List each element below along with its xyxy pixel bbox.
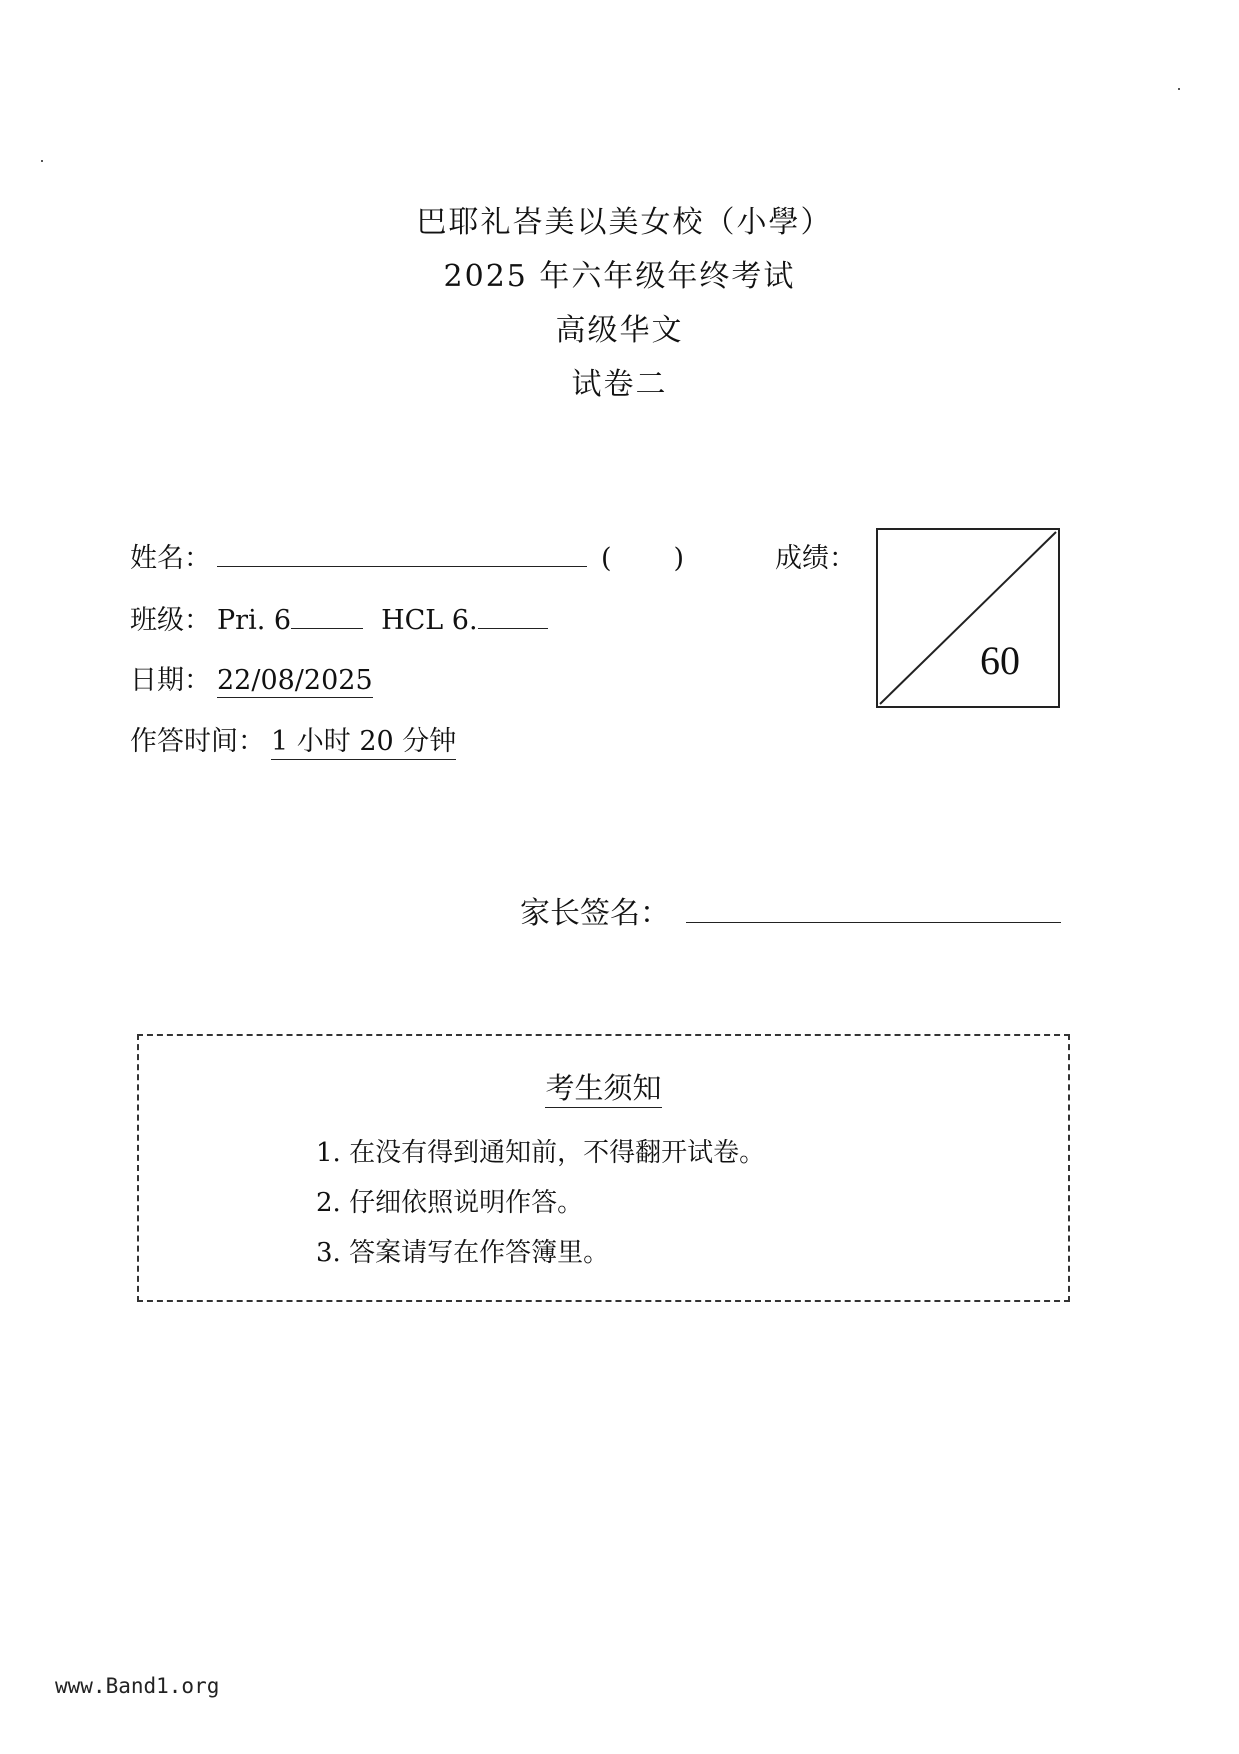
date-row (130, 658, 373, 698)
class-prefix-primary: Pri. 6 (217, 605, 292, 636)
date-label: 日期： (130, 665, 211, 696)
parent-signature-row (520, 888, 1061, 932)
parent-signature-label: 家长签名： (520, 896, 670, 931)
notice-title (139, 1066, 1068, 1107)
notice-title-text: 考生须知 (545, 1071, 661, 1108)
duration-label: 作答时间： (130, 726, 265, 757)
score-label: 成绩： (775, 543, 856, 574)
class-field-hcl[interactable] (478, 608, 548, 629)
scan-speck (1178, 88, 1180, 90)
index-paren-close: ) (673, 543, 685, 574)
parent-signature-field[interactable] (686, 902, 1061, 923)
subject-title: 高级华文 (555, 313, 684, 348)
index-paren-open: ( (601, 543, 612, 574)
notice-item: 1. 在没有得到通知前，不得翻开试卷。 (316, 1138, 766, 1168)
class-prefix-hcl: HCL 6. (381, 605, 478, 636)
duration-row (130, 719, 456, 760)
date-value: 22/08/2025 (217, 665, 373, 696)
school-name: 巴耶礼峇美以美女校（小學） (416, 205, 833, 240)
class-label: 班级： (130, 605, 211, 636)
score-diagonal (878, 530, 1058, 706)
exam-title: 2025 年六年级年终考试 (443, 259, 796, 294)
name-row (130, 536, 684, 575)
score-total: 60 (980, 638, 1020, 683)
exam-header (0, 196, 1239, 412)
score-box[interactable] (876, 528, 1060, 708)
paper-title: 试卷二 (571, 367, 668, 402)
scan-speck (41, 160, 43, 162)
name-field[interactable] (217, 546, 587, 567)
notice-item: 2. 仔细依照说明作答。 (316, 1188, 584, 1218)
watermark: www.Band1.org (55, 1674, 220, 1698)
name-label: 姓名： (130, 543, 211, 574)
candidate-notice-box (137, 1034, 1070, 1302)
class-row (130, 598, 548, 637)
class-field-primary[interactable] (291, 608, 363, 629)
duration-value: 1 小时 20 分钟 (271, 719, 456, 760)
notice-item: 3. 答案请写在作答簿里。 (316, 1238, 610, 1268)
notice-list (316, 1128, 765, 1278)
